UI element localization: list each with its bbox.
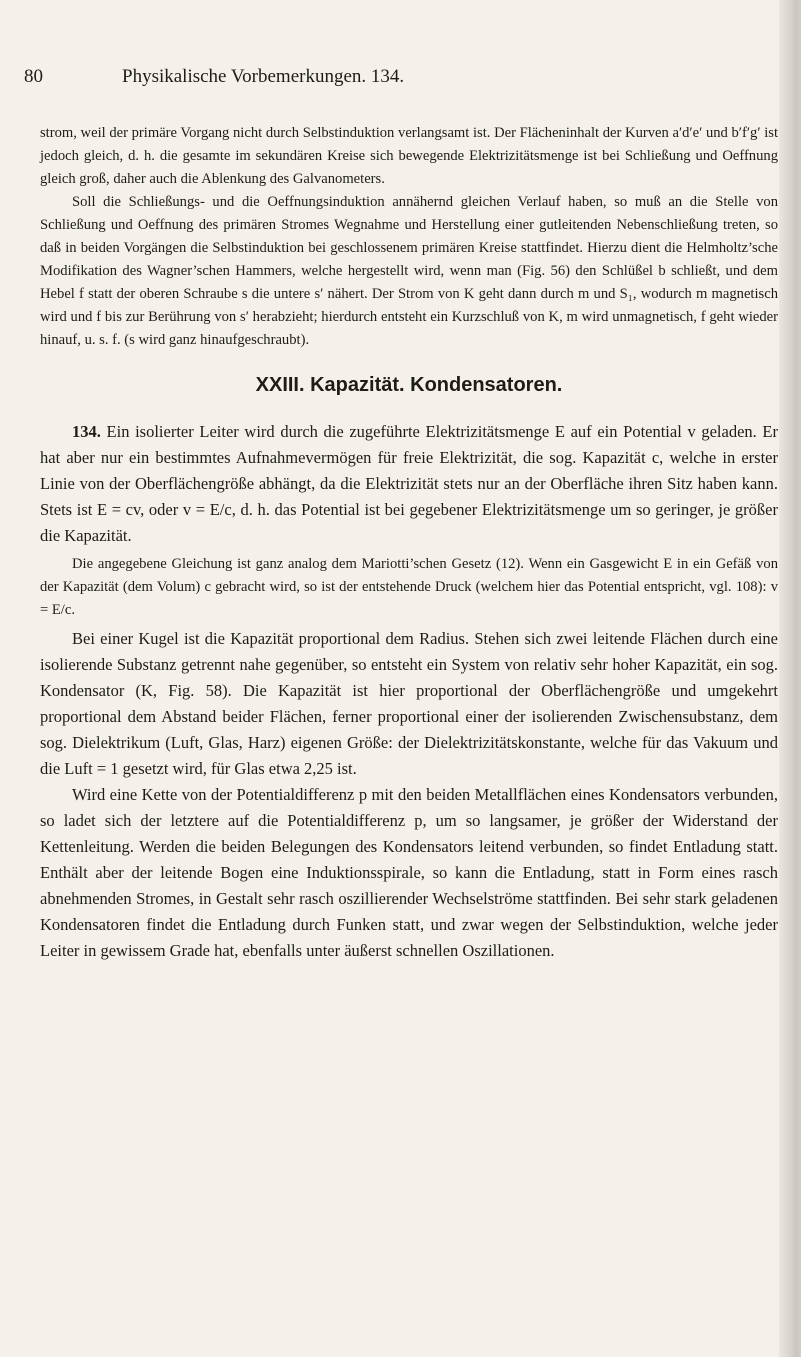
paragraph-condenser: Bei einer Kugel ist die Kapazität proportional dem Radius. Stehen sich zwei leitende Flächen durch eine isolierende Substanz getrennt nahe gegenüber, so entsteht ein System von relativ sehr hoher Kapazität, ein sog. Kondensator (K, Fig. 58). Die Kapazität ist hier proportional der Oberflächengröße und umgekehrt proportional dem Abstand beider Flächen, ferner proportional einer der isolierenden Zwischensubstanz, dem sog. Dielektrikum (Luft, Glas, Harz) eigenen Größe: der Dielektrizitätskonstante, welche für das Vakuum und die Luft = 1 gesetzt wird, für Glas etwa 2,25 ist.	[40, 629, 778, 778]
paragraph-capacity-text: Ein isolierter Leiter wird durch die zugeführte Elektrizitätsmenge E auf ein Potential v geladen. Er hat aber nur ein bestimmtes Aufnahmevermögen für freie Elektrizität, die sog. Kapazität c, welche in erster Linie von der Oberflächengröße abhängt, da die Elektrizität stets nur an der Oberfläche ihren Sitz haben kann. Stets ist E = cv, oder v = E/c, d. h. das Potential ist bei gegebener Elektrizitätsmenge um so geringer, je größer die Kapazität.	[40, 422, 778, 545]
paragraph-discharge: Wird eine Kette von der Potentialdifferenz p mit den beiden Metallflächen eines Kondensators verbunden, so ladet sich der letztere auf die Potentialdifferenz p, um so langsamer, je größer der Widerstand der Kettenleitung. Werden die beiden Belegungen des Kondensators leitend verbunden, so findet Entladung statt. Enthält aber der leitende Bogen eine Induktionsspirale, so kann die Entladung, statt in Form eines rasch abnehmenden Stromes, in Gestalt sehr rasch oszillierender Wechselströme stattfinden. Bei sehr stark geladenen Kondensatoren findet die Entladung durch Funken statt, und zwar wegen der Selbstinduktion, welche jeder Leiter in gewissem Grade hat, ebenfalls unter äußerst schnellen Oszillationen.	[40, 785, 778, 960]
section-heading: XXIII. Kapazität. Kondensatoren.	[255, 374, 563, 396]
running-title: Physikalische Vorbemerkungen. 134.	[122, 66, 405, 87]
section-number: 134.	[72, 422, 101, 441]
page-body	[40, 122, 778, 964]
page-number: 80	[24, 66, 43, 87]
page-header	[0, 66, 801, 98]
paragraph-induction: Soll die Schließungs- und die Oeffnungsinduktion annähernd gleichen Verlauf haben, so muß an die Stelle von Schließung und Oeffnung des primären Stromes Wegnahme und Herstellung einer gutleitenden Nebenschließung treten, so daß in beiden Vorgängen die Selbstinduktion bei geschlossenem primären Kreise stattfindet. Hierzu dient die Helmholtz’sche Modifikation des Wagner’schen Hammers, welche hergestellt wird, wenn man (Fig. 56) den Schlüßel b schließt, und dem Hebel f statt der oberen Schraube s die untere s′ nähert. Der Strom von K geht dann durch m und S₁, wodurch m magnetisch wird und f bis zur Berührung von s′ herabzieht; hierdurch entsteht ein Kurzschluß von K, m wird unmagnetisch, f geht wieder hinauf, u. s. f. (s wird ganz hinaufgeschraubt).	[40, 194, 778, 348]
page-edge-shadow	[779, 0, 801, 1357]
paragraph-continuation: strom, weil der primäre Vorgang nicht durch Selbstinduktion verlangsamt ist. Der Flächeninhalt der Kurven a′d′e′ und b′f′g′ ist jedoch gleich, d. h. die gesamte im sekundären Kreise sich bewegende Elektrizitätsmenge ist bei Schließung und Oeffnung gleich groß, daher auch die Ablenkung des Galvanometers.	[40, 125, 778, 187]
paragraph-mariotti-note: Die angegebene Gleichung ist ganz analog dem Mariotti’schen Gesetz (12). Wenn ein Gasgewicht E in ein Gefäß von der Kapazität (dem Volum) c gebracht wird, so ist der entstehende Druck (welchem hier das Potential entspricht, vgl. 108): v = E/c.	[40, 556, 778, 618]
paragraph-capacity	[40, 419, 778, 549]
